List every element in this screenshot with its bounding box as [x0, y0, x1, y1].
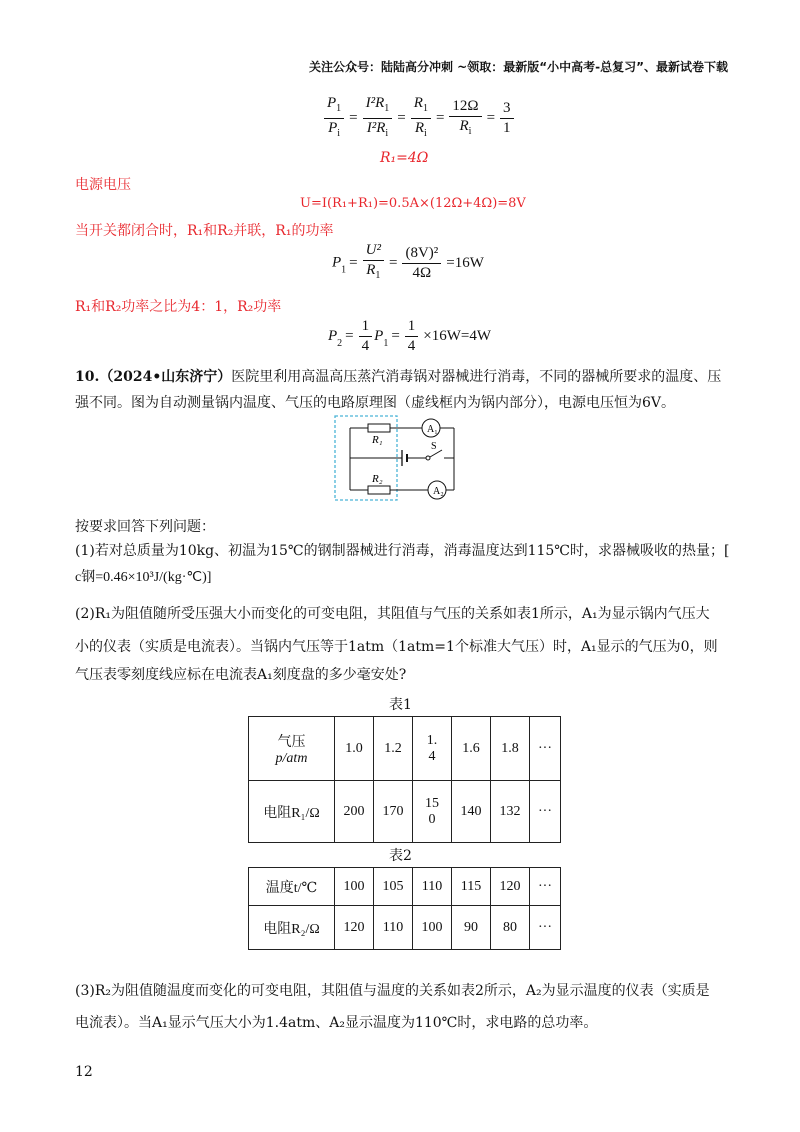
table-cell: 105	[374, 868, 413, 906]
table-cell: 120	[491, 868, 530, 906]
page-header: 关注公众号：陆陆高分冲刺 ~领取：最新版“小中高考-总复习”、最新试卷下载	[309, 60, 728, 74]
resistor-r1	[368, 424, 390, 432]
table-cell: 140	[452, 781, 491, 843]
table-2	[248, 867, 561, 950]
table-cell: 90	[452, 906, 491, 950]
question-1-line1: (1)若对总质量为10kg、初温为15℃的钢制器械进行消毒，消毒温度达到115℃时，求器械吸收的热量；[	[75, 543, 730, 559]
table-cell: 1.0	[335, 717, 374, 781]
table-cell: 15 0	[413, 781, 452, 843]
resistor-r2	[368, 486, 390, 494]
table-cell: 1.2	[374, 717, 413, 781]
table-cell: ···	[530, 906, 561, 950]
question-2-line3: 气压表零刻度线应标在电流表A₁刻度盘的多少毫安处?	[75, 667, 407, 683]
table-cell: ···	[530, 781, 561, 843]
table-cell: 110	[413, 868, 452, 906]
table-cell: 1. 4	[413, 717, 452, 781]
svg-text:A₂: A₂	[433, 486, 444, 497]
table-cell: 1.6	[452, 717, 491, 781]
svg-text:S: S	[431, 441, 437, 452]
table-cell: 120	[335, 906, 374, 950]
svg-text:R₁: R₁	[372, 434, 383, 446]
table2-row2-header: 电阻R₂/Ω	[249, 906, 335, 950]
both-closed-text: 当开关都闭合时，R₁和R₂并联，R₁的功率	[75, 223, 334, 239]
circuit-diagram	[330, 412, 470, 504]
svg-text:R₂: R₂	[372, 473, 383, 485]
question-2-line2: 小的仪表（实质是电流表）。当锅内气压等于1atm（1atm=1个标准大气压）时，A₁显示的气压为0，则	[75, 639, 718, 655]
table2-row1-header: 温度t/℃	[249, 868, 335, 906]
result-ri: R₁=4Ω	[380, 150, 429, 166]
question-3-line2: 电流表）。当A₁显示气压大小为1.4atm、A₂显示温度为110℃时，求电路的总功率。	[75, 1015, 598, 1031]
table-cell: ···	[530, 717, 561, 781]
source-voltage-equation: U=I(R₁+R₁)=0.5A×(12Ω+4Ω)=8V	[300, 196, 526, 211]
table-cell: 170	[374, 781, 413, 843]
table-cell: 115	[452, 868, 491, 906]
equation-power-ratio: $\frac{P_1}{P_i}$ = $\frac{I^2R_1}{I^2R_i}$ = $\frac{R_1}{R_i}$ = $\frac{12\Omega}{R_i}$ = $\frac{3}{1}$	[322, 95, 516, 142]
equation-p1: $P_1$ = $\frac{\text{U²}}{R_1}$ = $\frac{\text{(8V)²}}{4\Omega}$ =16W	[332, 242, 484, 281]
table-cell: ···	[530, 868, 561, 906]
page-number: 12	[75, 1064, 93, 1080]
answer-prompt: 按要求回答下列问题：	[75, 519, 215, 535]
question-10-line1: 10.（2024•山东济宁）医院里利用高温高压蒸汽消毒锅对器械进行消毒，不同的器械所要求的温度、压	[75, 369, 722, 385]
table-cell: 80	[491, 906, 530, 950]
question-10-line2: 强不同。图为自动测量锅内温度、气压的电路原理图（虚线框内为锅内部分），电源电压恒为6V。	[75, 395, 676, 411]
table1-caption: 表1	[389, 697, 412, 713]
source-voltage-label: 电源电压	[75, 177, 131, 193]
question-1-line2: c钢=0.46×10³J/(kg·℃)]	[75, 570, 212, 585]
table-cell: 100	[413, 906, 452, 950]
table-cell: 100	[335, 868, 374, 906]
table1-row1-header: 气压 p/atm	[249, 717, 335, 781]
table-cell: 1.8	[491, 717, 530, 781]
question-3-line1: (3)R₂为阻值随温度而变化的可变电阻，其阻值与温度的关系如表2所示，A₂为显示温度的仪表（实质是	[75, 983, 710, 999]
table2-caption: 表2	[389, 848, 412, 864]
table1-row2-header: 电阻R₁/Ω	[249, 781, 335, 843]
table-cell: 200	[335, 781, 374, 843]
svg-text:A₁: A₁	[427, 424, 438, 435]
question-2-line1: (2)R₁为阻值随所受压强大小而变化的可变电阻，其阻值与气压的关系如表1所示，A₁为显示锅内气压大	[75, 606, 710, 622]
table-cell: 132	[491, 781, 530, 843]
table-1	[248, 716, 561, 843]
ratio-text: R₁和R₂功率之比为4：1，R₂功率	[75, 299, 282, 315]
equation-p2: $P_2$ = $\frac{1}{4}$ $P_1$ = $\frac{1}{4}$ ×16W=4W	[328, 318, 492, 354]
table-cell: 110	[374, 906, 413, 950]
